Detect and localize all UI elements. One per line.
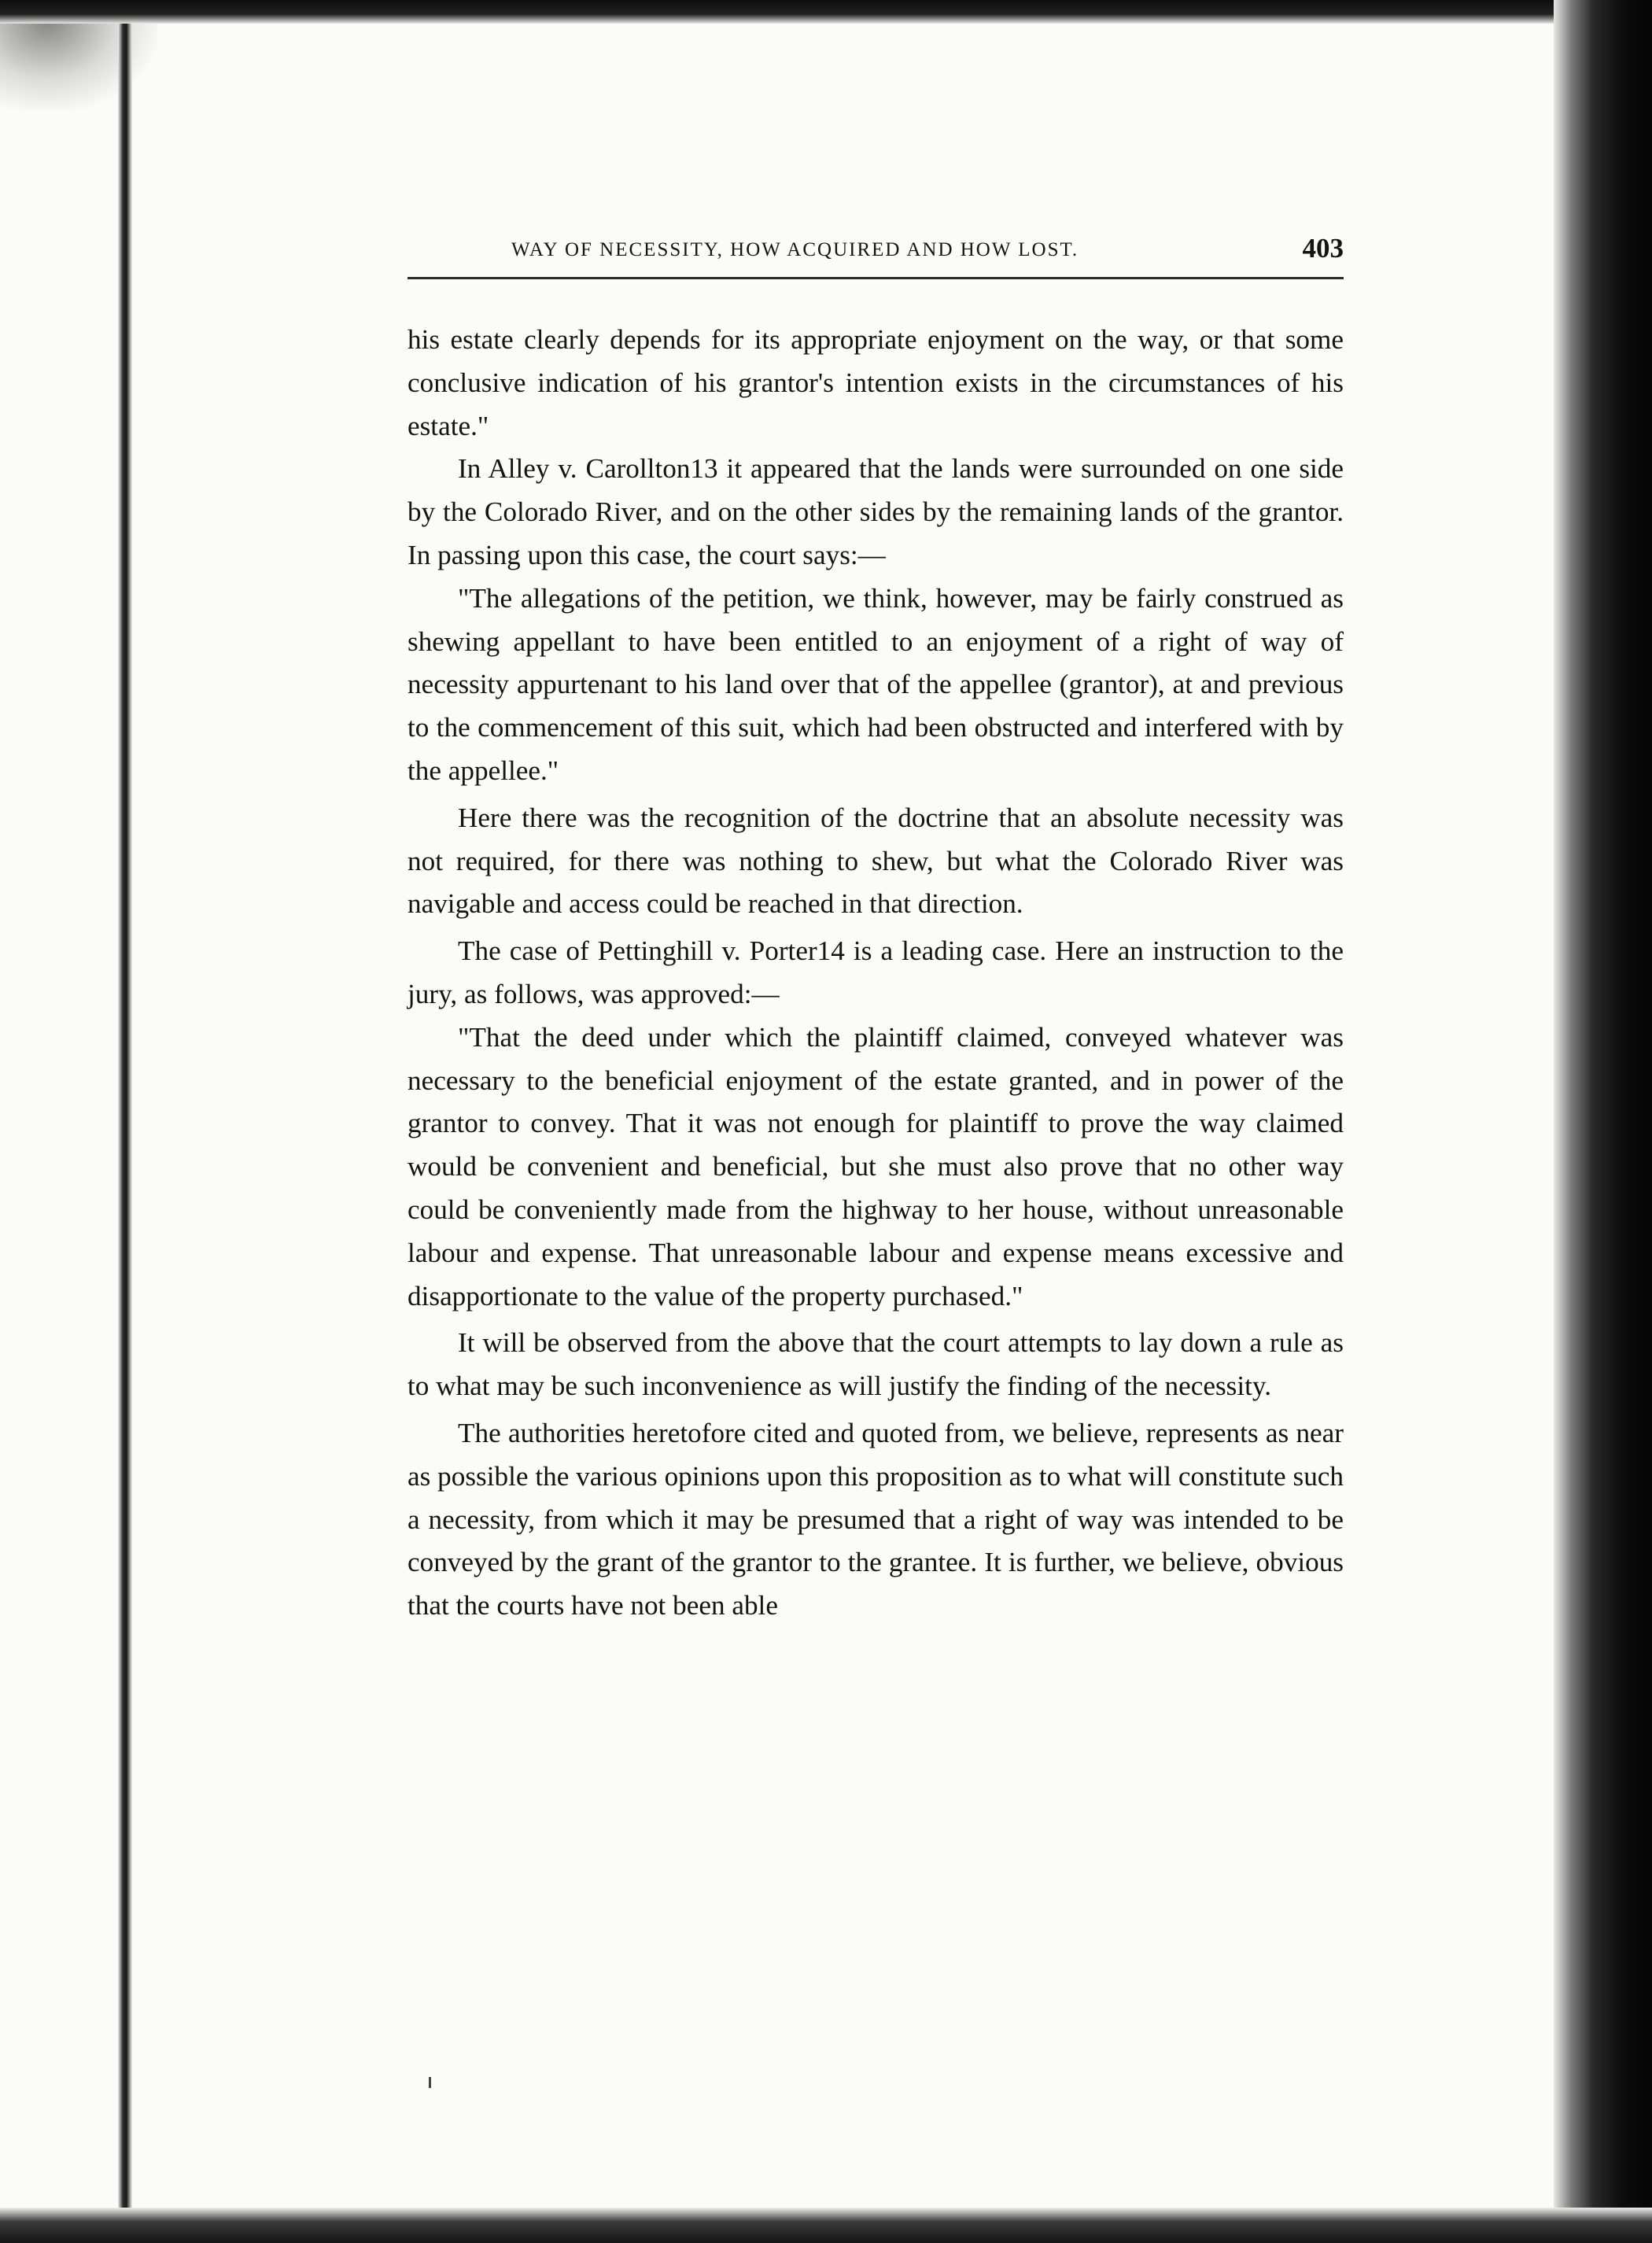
paragraph: his estate clearly depends for its appropriate enjoyment on the way, or that some conclusive indication of his grantor's intention exists in the circumstances of his estate." <box>407 324 1344 441</box>
page-text-block <box>407 233 1344 1628</box>
stray-ink-mark <box>429 2077 431 2088</box>
body-text <box>407 319 1344 1628</box>
paragraph: In Alley v. Carollton13 it appeared that the lands were surrounded on one side by the Colorado River, and on the other sides by the remaining lands of the grantor. In passing upon this case, the court says:— <box>407 453 1344 570</box>
quoted-paragraph: "That the deed under which the plaintiff claimed, conveyed whatever was necessary to the beneficial enjoyment of the estate granted, and in power of the grantor to convey. That it was not enough for plaintiff to prove the way claimed would be convenient and beneficial, but she must also prove that no other way could be conveniently made from the highway to her house, without unreasonable labour and expense. That unreasonable labour and expense means excessive and disapportionate to the value of the property purchased." <box>407 1021 1344 1311</box>
paragraph: Here there was the recognition of the doctrine that an absolute necessity was not required, for there was nothing to shew, but what the Colorado River was navigable and access could be reached in that direction. <box>407 802 1344 920</box>
scan-binding-spine <box>118 24 132 2219</box>
scan-top-edge <box>0 0 1652 24</box>
paragraph: It will be observed from the above that the court attempts to lay down a rule as to what may be such inconvenience as will justify the finding of the necessity. <box>407 1327 1344 1402</box>
quoted-paragraph: "The allegations of the petition, we think, however, may be fairly construed as shewing appellant to have been entitled to an enjoyment of a right of way of necessity appurtenant to his land over that of the appellee (grantor), at and previous to the commencement of this suit, which had been obstructed and interfered with by the appellee." <box>407 582 1344 786</box>
scan-right-edge <box>1554 0 1652 2243</box>
scan-bottom-edge <box>0 2208 1652 2243</box>
page-number: 403 <box>1302 233 1344 264</box>
running-title: WAY OF NECESSITY, HOW ACQUIRED AND HOW LOST. <box>511 239 1079 260</box>
running-head <box>407 233 1344 279</box>
paragraph: The case of Pettinghill v. Porter14 is a leading case. Here an instruction to the jury, as follows, was approved:— <box>407 935 1344 1009</box>
paragraph: The authorities heretofore cited and quoted from, we believe, represents as near as possible the various opinions upon this proposition as to what will constitute such a necessity, from which it may be presumed that a right of way was intended to be conveyed by the grant of the grantor to the grantee. It is further, we believe, obvious that the courts have not been able <box>407 1417 1344 1621</box>
